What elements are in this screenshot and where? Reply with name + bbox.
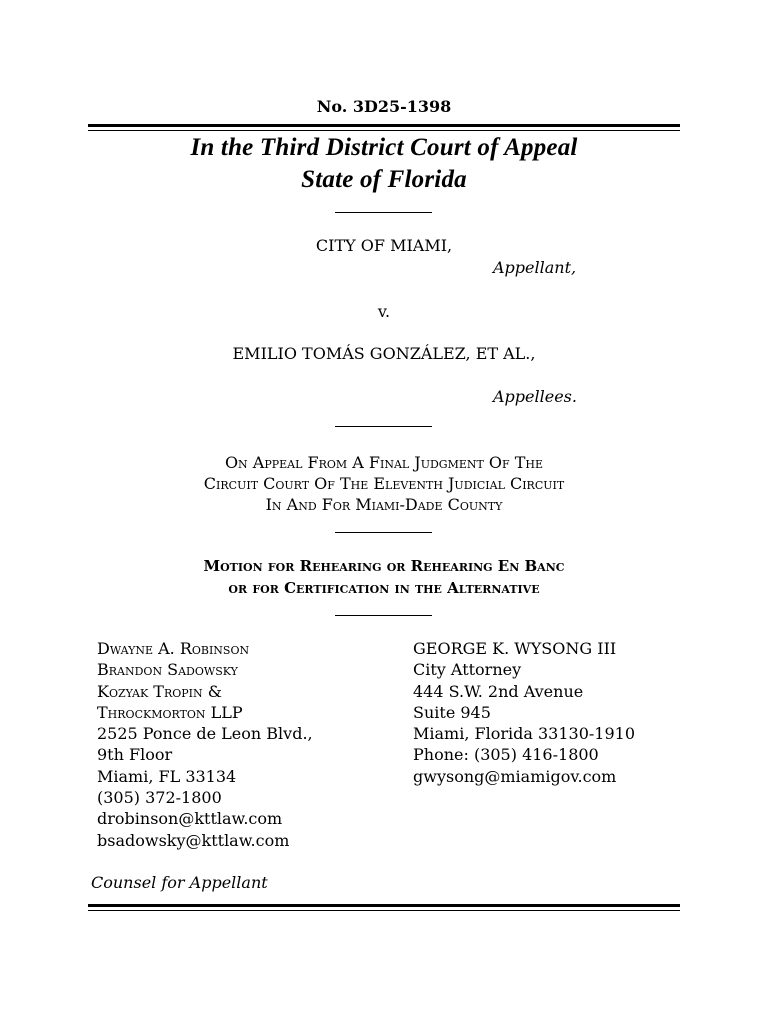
address-line: 2525 Ponce de Leon Blvd., [97, 724, 313, 744]
divider [335, 426, 432, 427]
docket-number: No. 3D25-1398 [316, 97, 452, 116]
motion-title-line2: or for Certification in the Alternative [228, 579, 540, 597]
attorney-title: City Attorney [413, 660, 522, 680]
attorney-name: Brandon Sadowsky [97, 660, 238, 680]
phone: (305) 372-1800 [97, 788, 222, 808]
appellant-name: CITY OF MIAMI, [315, 236, 453, 255]
address-line: 444 S.W. 2nd Avenue [413, 681, 584, 701]
court-name-line2: State of Florida [301, 166, 467, 193]
bottom-rule-thick [88, 904, 680, 907]
bottom-rule-thin [88, 910, 680, 911]
top-rule-thin [88, 130, 680, 131]
versus: v. [377, 302, 391, 321]
appellees-name: EMILIO TOMÁS GONZÁLEZ, ET AL., [232, 344, 536, 363]
address-line: Suite 945 [413, 702, 491, 722]
phone: Phone: (305) 416-1800 [413, 745, 599, 765]
email: gwysong@miamigov.com [413, 766, 617, 786]
appeal-from-line1: On Appeal From A Final Judgment Of The [224, 453, 544, 472]
appellant-role: Appellant, [493, 258, 577, 277]
firm-name: Kozyak Tropin & [97, 681, 222, 701]
address-line: 9th Floor [97, 745, 173, 765]
court-name-line1: In the Third District Court of Appeal [190, 134, 578, 161]
motion-title-line1: Motion for Rehearing or Rehearing En Banc [203, 557, 565, 575]
appeal-from-line3: In And For Miami-Dade County [265, 495, 503, 514]
appellees-role: Appellees. [493, 387, 577, 406]
divider [335, 615, 432, 616]
attorney-name: Dwayne A. Robinson [97, 639, 250, 658]
email: drobinson@kttlaw.com [97, 809, 283, 829]
email: bsadowsky@kttlaw.com [97, 830, 290, 850]
divider [335, 212, 432, 213]
address-line: Miami, Florida 33130-1910 [413, 724, 636, 744]
address-line: Miami, FL 33134 [97, 766, 237, 786]
attorney-name: GEORGE K. WYSONG III [413, 639, 617, 658]
appeal-from-line2: Circuit Court Of The Eleventh Judicial Circuit [203, 474, 565, 493]
top-rule-thick [88, 124, 680, 127]
counsel-left-block [97, 638, 313, 851]
divider [335, 532, 432, 533]
counsel-for: Counsel for Appellant [91, 873, 268, 892]
firm-name: Throckmorton LLP [97, 702, 243, 722]
counsel-right-block [413, 638, 635, 787]
